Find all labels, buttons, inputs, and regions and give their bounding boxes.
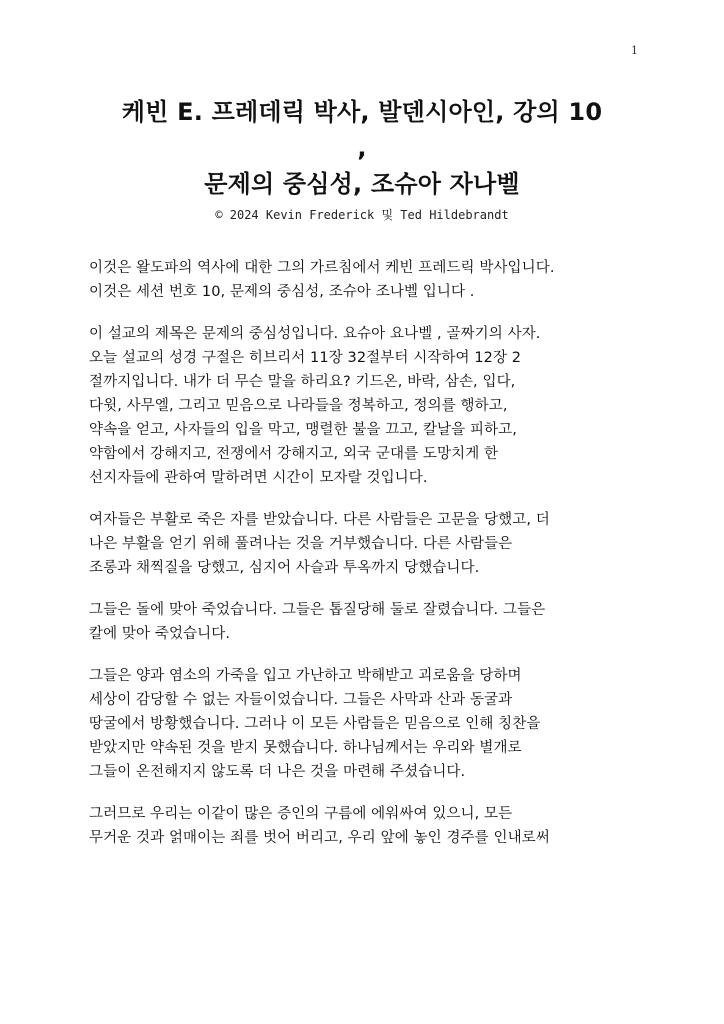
- copyright-notice: © 2024 Kevin Frederick 및 Ted Hildebrandt: [215, 208, 509, 222]
- paragraph-line: 여자들은 부활로 죽은 자를 받았습니다. 다른 사람들은 고문을 당했고, 더: [89, 512, 550, 528]
- title-block: [60, 94, 664, 223]
- page-number: 1: [631, 44, 638, 57]
- paragraph-line: 선지자들에 관하여 말하려면 시간이 모자랄 것입니다.: [89, 470, 428, 486]
- paragraph-2: [89, 322, 649, 490]
- title-line-1: 케빈 E. 프레데릭 박사, 발덴시아인, 강의 10: [121, 98, 603, 126]
- title-line-3: 문제의 중심성, 조슈아 자나벨: [204, 170, 520, 198]
- paragraph-line: 땅굴에서 방황했습니다. 그러나 이 모든 사람들은 믿음으로 인해 칭찬을: [89, 716, 541, 732]
- paragraph-6: [89, 802, 649, 850]
- paragraph-line: 세상이 감당할 수 없는 자들이었습니다. 그들은 사막과 산과 동굴과: [89, 692, 513, 708]
- paragraph-4: [89, 598, 649, 646]
- paragraph-line: 나은 부활을 얻기 위해 풀려나는 것을 거부했습니다. 다른 사람들은: [89, 536, 513, 552]
- paragraph-3: [89, 508, 649, 580]
- paragraph-line: 약함에서 강해지고, 전쟁에서 강해지고, 외국 군대를 도망치게 한: [89, 446, 499, 462]
- paragraph-line: 무거운 것과 얽매이는 죄를 벗어 버리고, 우리 앞에 놓인 경주를 인내로써: [89, 830, 550, 846]
- paragraph-line: 조롱과 채찍질을 당했고, 심지어 사슬과 투옥까지 당했습니다.: [89, 560, 480, 576]
- paragraph-line: 그러므로 우리는 이같이 많은 증인의 구름에 에워싸여 있으니, 모든: [89, 806, 513, 822]
- paragraph-line: 그들은 돌에 맞아 죽었습니다. 그들은 톱질당해 둘로 잘렸습니다. 그들은: [89, 602, 546, 618]
- paragraph-line: 그들이 온전해지지 않도록 더 나은 것을 마련해 주셨습니다.: [89, 764, 466, 780]
- paragraph-line: 받았지만 약속된 것을 받지 못했습니다. 하나님께서는 우리와 별개로: [89, 740, 522, 756]
- paragraph-line: 이것은 왈도파의 역사에 대한 그의 가르침에서 케빈 프레드릭 박사입니다.: [89, 260, 555, 276]
- paragraph-line: 그들은 양과 염소의 가죽을 입고 가난하고 박해받고 괴로움을 당하며: [89, 668, 522, 684]
- paragraph-line: 오늘 설교의 성경 구절은 히브리서 11장 32절부터 시작하여 12장 2: [89, 350, 522, 366]
- paragraph-1: [89, 256, 649, 304]
- paragraph-line: 이것은 세션 번호 10, 문제의 중심성, 조슈아 조나벨 입니다 .: [89, 284, 475, 300]
- title-line-2: ,: [357, 134, 367, 162]
- paragraph-5: [89, 664, 649, 784]
- paragraph-line: 칼에 맞아 죽었습니다.: [89, 626, 231, 642]
- paragraph-line: 약속을 얻고, 사자들의 입을 막고, 맹렬한 불을 끄고, 칼날을 피하고,: [89, 422, 517, 438]
- paragraph-line: 이 설교의 제목은 문제의 중심성입니다. 요슈아 요나벨 , 골짜기의 사자.: [89, 326, 541, 342]
- body-text: [89, 256, 649, 868]
- paragraph-line: 절까지입니다. 내가 더 무슨 말을 하리요? 기드온, 바락, 삼손, 입다,: [89, 374, 516, 390]
- paragraph-line: 다윗, 사무엘, 그리고 믿음으로 나라들을 정복하고, 정의를 행하고,: [89, 398, 508, 414]
